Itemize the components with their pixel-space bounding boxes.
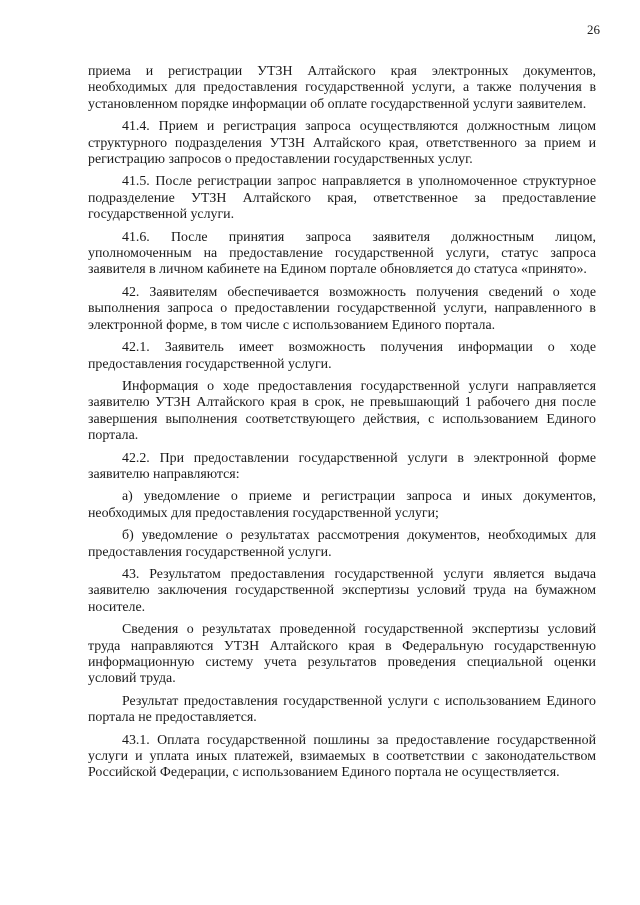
paragraph: 42. Заявителям обеспечивается возможность получения сведений о ходе выполнения запроса о предоставлении государственной услуги, направленного в электронной форме, в том числе с использованием Единого портала. — [88, 284, 596, 333]
paragraph: 41.6. После принятия запроса заявителя должностным лицом, уполномоченным на предоставление государственной услуги, статус запроса заявителя в личном кабинете на Едином портале обновляется до статуса «принято». — [88, 229, 596, 278]
paragraph: а) уведомление о приеме и регистрации запроса и иных документов, необходимых для предоставления государственной услуги; — [88, 489, 596, 521]
paragraph: 43.1. Оплата государственной пошлины за предоставление государственной услуги и уплата иных платежей, взимаемых в соответствии с законодательством Российской Федерации, с использованием Единого портала не осуществляется. — [88, 732, 596, 781]
paragraph: 43. Результатом предоставления государственной услуги является выдача заявителю заключения государственной экспертизы условий труда на бумажном носителе. — [88, 566, 596, 615]
paragraph: Результат предоставления государственной услуги с использованием Единого портала не предоставляется. — [88, 693, 596, 726]
paragraph: б) уведомление о результатах рассмотрения документов, необходимых для предоставления государственной услуги. — [88, 528, 596, 560]
paragraph: Информация о ходе предоставления государственной услуги направляется заявителю УТЗН Алтайского края в срок, не превышающий 1 рабочего дня после завершения выполнения соответствующего действия, с использованием Единого портала. — [88, 378, 596, 444]
document-body — [88, 64, 596, 788]
paragraph: 42.1. Заявитель имеет возможность получения информации о ходе предоставления государственной услуги. — [88, 340, 596, 372]
paragraph: Сведения о результатах проведенной государственной экспертизы условий труда направляются УТЗН Алтайского края в Федеральную государственную информационную систему учета результатов проведения специальной оценки условий труда. — [88, 622, 596, 687]
paragraph: приема и регистрации УТЗН Алтайского края электронных документов, необходимых для предоставления государственной услуги, а также получения в установленном порядке информации об оплате государственной услуги заявителем. — [88, 64, 596, 112]
paragraph: 41.4. Прием и регистрация запроса осуществляются должностным лицом структурного подразделения УТЗН Алтайского края, ответственного за прием и регистрацию запросов о предоставлении государственных услуг. — [88, 119, 596, 168]
page-number: 26 — [587, 22, 600, 37]
paragraph: 42.2. При предоставлении государственной услуги в электронной форме заявителю направляются: — [88, 450, 596, 482]
paragraph: 41.5. После регистрации запрос направляется в уполномоченное структурное подразделение УТЗН Алтайского края, ответственное за предоставление государственной услуги. — [88, 174, 596, 223]
